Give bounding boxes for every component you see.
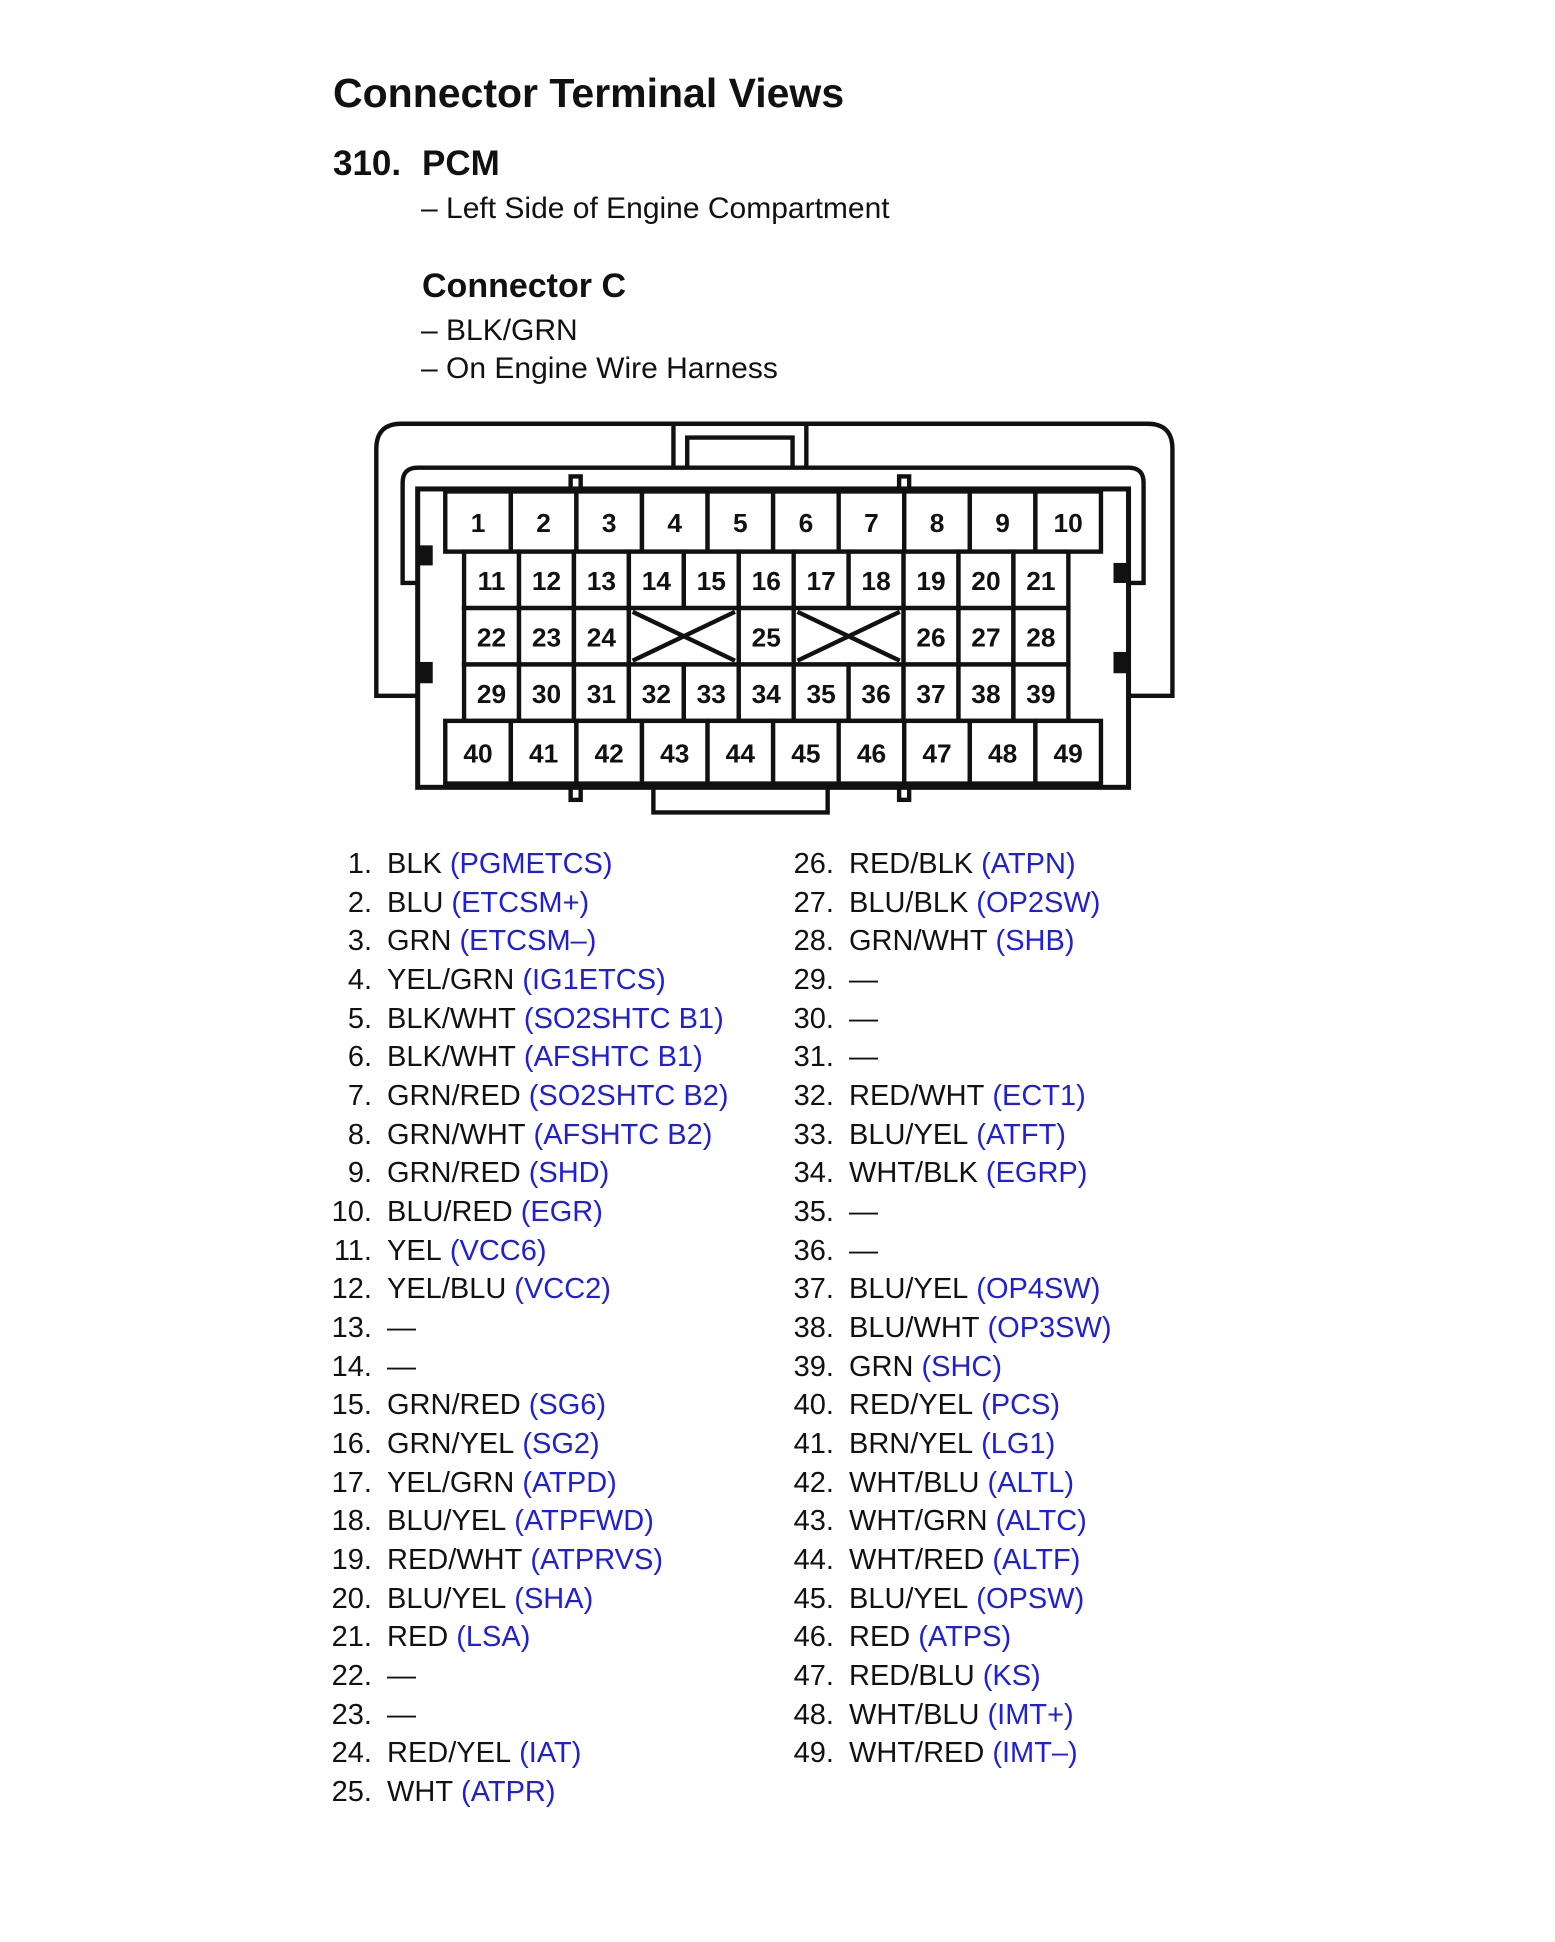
signal-name: (ATFT) — [976, 1118, 1066, 1151]
terminal-list-number: 26. — [793, 848, 834, 880]
terminal-list-number: 13. — [331, 1312, 372, 1345]
terminal-list-item — [292, 1193, 603, 1231]
terminal-list-item — [754, 1425, 1055, 1463]
wire-color: — — [849, 964, 878, 996]
terminal-number: 23 — [531, 622, 562, 653]
wire-color: WHT/BLU — [849, 1698, 980, 1731]
signal-name: (ALTF) — [992, 1544, 1081, 1577]
terminal-number: 17 — [806, 566, 836, 597]
wire-color: GRN — [849, 1350, 914, 1383]
terminal-list-item — [292, 1464, 617, 1502]
guide-tab — [899, 476, 909, 490]
terminal-list-number: 5. — [347, 1002, 372, 1035]
signal-name: (LG1) — [981, 1428, 1056, 1461]
terminal-number: 32 — [641, 678, 671, 709]
component-location: – Left Side of Engine Compartment — [421, 192, 890, 225]
terminal-list-number: 43. — [793, 1505, 834, 1538]
terminal-number: 47 — [922, 738, 952, 769]
signal-name: (AFSHTC B2) — [533, 1118, 713, 1151]
terminal-number: 39 — [1026, 678, 1056, 709]
terminal-number: 14 — [641, 566, 671, 597]
terminal-list-number: 41. — [793, 1428, 834, 1461]
wire-color: BLK/WHT — [387, 1002, 516, 1035]
terminal-number: 31 — [586, 678, 617, 709]
terminal-list-item — [292, 1734, 581, 1772]
terminal-list-item — [292, 1116, 712, 1154]
terminal-list-number: 30. — [793, 1002, 834, 1035]
terminal-number: 43 — [660, 738, 690, 769]
terminal-list-number: 35. — [793, 1196, 834, 1229]
signal-name: (OP3SW) — [987, 1312, 1112, 1345]
terminal-list-item — [292, 1773, 556, 1811]
terminal-number: 4 — [667, 507, 683, 538]
signal-name: (ATPS) — [918, 1621, 1012, 1654]
wire-color: GRN/RED — [387, 1157, 521, 1190]
terminal-number: 40 — [463, 738, 493, 769]
terminal-list-item — [754, 1270, 1100, 1308]
wire-color: RED/YEL — [387, 1737, 512, 1770]
terminal-number: 44 — [725, 738, 755, 769]
terminal-list-item — [292, 1038, 703, 1076]
wire-color: RED/WHT — [849, 1080, 985, 1113]
terminal-list-item — [292, 1348, 416, 1386]
terminal-list-number: 10. — [331, 1196, 372, 1229]
signal-name: (OP4SW) — [976, 1273, 1101, 1306]
terminal-list-number: 37. — [793, 1273, 834, 1306]
section-number: 310. — [333, 144, 402, 183]
terminal-list-item — [754, 922, 1074, 960]
terminal-list-number: 44. — [793, 1544, 834, 1577]
terminal-list-item — [292, 1309, 416, 1347]
wire-color: YEL — [387, 1234, 442, 1267]
latch — [1113, 652, 1128, 673]
signal-name: (SO2SHTC B2) — [528, 1080, 729, 1113]
wire-color: WHT — [387, 1776, 454, 1809]
terminal-number: 2 — [536, 507, 551, 538]
wire-color: RED/WHT — [387, 1544, 523, 1577]
terminal-list-item — [754, 1038, 878, 1076]
terminal-list-number: 16. — [331, 1428, 372, 1461]
terminal-list-number: 23. — [331, 1698, 372, 1731]
terminal-list-number: 46. — [793, 1621, 834, 1654]
wire-color: — — [849, 1002, 878, 1035]
terminal-list-item — [754, 1541, 1080, 1579]
wire-color: BLU/YEL — [849, 1118, 969, 1151]
terminal-number: 36 — [861, 678, 891, 709]
signal-name: (EGR) — [520, 1196, 603, 1229]
signal-name: (VCC2) — [514, 1273, 611, 1306]
terminal-list-item — [754, 1348, 1002, 1386]
wire-color: BLU/YEL — [849, 1582, 969, 1615]
signal-name: (SG6) — [528, 1389, 607, 1422]
signal-name: (ECT1) — [992, 1080, 1086, 1113]
terminal-list-item — [754, 1502, 1087, 1540]
terminal-number: 28 — [1026, 622, 1056, 653]
signal-name: (SHA) — [514, 1582, 594, 1615]
wire-color: BLK — [387, 848, 442, 880]
terminal-list-item — [292, 1541, 663, 1579]
terminal-list-number: 48. — [793, 1698, 834, 1731]
signal-name: (ATPFWD) — [514, 1505, 654, 1538]
terminal-list-number: 17. — [331, 1466, 372, 1499]
terminal-list-item — [754, 1734, 1078, 1772]
signal-name: (SG2) — [522, 1428, 600, 1461]
terminal-number: 16 — [751, 566, 781, 597]
signal-name: (ATPN) — [981, 848, 1076, 880]
terminal-list-number: 45. — [793, 1582, 834, 1615]
wire-color: BLU — [387, 886, 444, 919]
terminal-list-number: 47. — [793, 1660, 834, 1693]
wire-color: YEL/GRN — [387, 964, 515, 996]
signal-name: (OPSW) — [976, 1582, 1085, 1615]
wire-color: BLU/YEL — [849, 1273, 969, 1306]
terminal-list-number: 32. — [793, 1080, 834, 1113]
wire-color: RED — [387, 1621, 449, 1654]
terminal-number: 10 — [1053, 507, 1083, 538]
terminal-list-item — [292, 1580, 593, 1618]
terminal-list-number: 14. — [331, 1350, 372, 1383]
terminal-number: 29 — [476, 678, 507, 709]
signal-name: (IAT) — [519, 1737, 582, 1770]
terminal-number: 27 — [971, 622, 1001, 653]
terminal-list-item — [754, 1696, 1074, 1734]
terminal-number: 45 — [791, 738, 821, 769]
terminal-list-item — [754, 845, 1076, 883]
terminal-list-item — [754, 1116, 1066, 1154]
terminal-list-number: 7. — [347, 1080, 372, 1113]
terminal-list-item — [292, 1232, 547, 1270]
terminal-number: 6 — [798, 507, 814, 538]
terminal-number: 1 — [470, 507, 486, 538]
wire-color: BRN/YEL — [849, 1428, 974, 1461]
signal-name: (AFSHTC B1) — [523, 1041, 703, 1074]
terminal-number: 42 — [594, 738, 624, 769]
terminal-list-item — [292, 1000, 724, 1038]
terminal-number: 21 — [1026, 566, 1056, 597]
section-name: PCM — [422, 144, 500, 183]
signal-name: (EGRP) — [985, 1157, 1088, 1190]
signal-name: (ETCSM+) — [451, 886, 590, 919]
terminal-number: 15 — [696, 566, 726, 597]
signal-name: (ATPD) — [522, 1466, 617, 1499]
terminal-list-number: 6. — [347, 1041, 372, 1074]
terminal-list-item — [292, 1077, 729, 1115]
terminal-list-item — [292, 1154, 609, 1192]
terminal-number: 38 — [971, 678, 1001, 709]
terminal-list-number: 15. — [331, 1389, 372, 1422]
terminal-number: 12 — [531, 566, 562, 597]
terminal-cavities — [445, 491, 1101, 783]
wire-color: BLK/WHT — [387, 1041, 516, 1074]
wire-color: GRN/RED — [387, 1080, 521, 1113]
signal-name: (ATPR) — [461, 1776, 556, 1809]
wire-color: — — [387, 1660, 416, 1693]
signal-name: (LSA) — [456, 1621, 531, 1654]
terminal-list-number: 40. — [793, 1389, 834, 1422]
terminal-number: 8 — [929, 507, 945, 538]
terminal-number: 19 — [916, 566, 946, 597]
latch — [418, 545, 433, 565]
terminal-list-number: 24. — [331, 1737, 372, 1770]
terminal-number: 11 — [477, 566, 506, 597]
terminal-list-number: 27. — [793, 886, 834, 919]
signal-name: (SO2SHTC B1) — [523, 1002, 724, 1035]
wire-color: GRN/YEL — [387, 1428, 515, 1461]
terminal-list-number: 1. — [347, 848, 372, 880]
terminal-list-item — [754, 1386, 1060, 1424]
wire-color: — — [387, 1350, 416, 1383]
terminal-list-item — [754, 1657, 1041, 1695]
terminal-number: 33 — [696, 678, 726, 709]
latch — [1113, 563, 1128, 583]
wire-color: RED/YEL — [849, 1389, 974, 1422]
terminal-list-number: 36. — [793, 1234, 834, 1267]
wire-color: YEL/GRN — [387, 1466, 515, 1499]
wire-color: WHT/BLK — [849, 1157, 978, 1190]
wire-color: BLU/WHT — [849, 1312, 980, 1345]
connector-name: Connector C — [422, 267, 626, 305]
page-title: Connector Terminal Views — [333, 70, 845, 116]
terminal-list-item — [754, 1232, 878, 1270]
terminal-list-item — [754, 1077, 1086, 1115]
terminal-number: 49 — [1053, 738, 1083, 769]
wire-color: RED/BLK — [849, 848, 974, 880]
wire-color: — — [849, 1234, 878, 1267]
terminal-number: 20 — [971, 566, 1001, 597]
terminal-number: 5 — [733, 507, 748, 538]
wire-color: GRN/WHT — [387, 1118, 526, 1151]
terminal-list-number: 21. — [331, 1621, 372, 1654]
wire-color: BLU/RED — [387, 1196, 513, 1229]
signal-name: (IMT–) — [992, 1737, 1078, 1770]
terminal-number: 41 — [528, 738, 559, 769]
terminal-list-item — [292, 1657, 416, 1695]
wire-color: — — [387, 1312, 416, 1345]
terminal-list-item — [754, 1193, 878, 1231]
terminal-list-number: 19. — [331, 1544, 372, 1577]
connector-color: – BLK/GRN — [421, 314, 578, 347]
terminal-list-item — [292, 1696, 416, 1734]
terminal-list-number: 22. — [331, 1660, 372, 1693]
signal-name: (IG1ETCS) — [522, 964, 666, 996]
wire-color: WHT/GRN — [849, 1505, 988, 1538]
signal-name: (SHD) — [528, 1157, 610, 1190]
terminal-list-item — [754, 961, 878, 999]
terminal-list-item — [292, 1502, 654, 1540]
signal-name: (ETCSM–) — [459, 925, 597, 958]
terminal-list-item — [292, 1425, 600, 1463]
wire-color: RED/BLU — [849, 1660, 975, 1693]
terminal-number: 3 — [601, 507, 617, 538]
signal-name: (ALTL) — [987, 1466, 1074, 1499]
wire-color: BLU/YEL — [387, 1505, 507, 1538]
signal-name: (PGMETCS) — [449, 848, 613, 880]
wire-color: GRN — [387, 925, 452, 958]
terminal-list-number: 3. — [347, 925, 372, 958]
guide-tab — [571, 787, 581, 800]
terminal-list-item — [754, 1154, 1087, 1192]
wire-color: — — [849, 1041, 878, 1074]
terminal-list-number: 34. — [793, 1157, 834, 1190]
terminal-list-number: 42. — [793, 1466, 834, 1499]
wire-color: BLU/BLK — [849, 886, 969, 919]
terminal-list-item — [754, 884, 1100, 922]
latch — [418, 662, 433, 683]
terminal-list-item — [754, 1580, 1084, 1618]
terminal-number: 30 — [531, 678, 562, 709]
terminal-list-number: 11. — [333, 1234, 372, 1267]
terminal-list-item — [754, 1000, 878, 1038]
wire-color: WHT/RED — [849, 1737, 985, 1770]
signal-name: (ATPRVS) — [530, 1544, 663, 1577]
terminal-number: 34 — [751, 678, 781, 709]
terminal-list-number: 18. — [331, 1505, 372, 1538]
connector-harness: – On Engine Wire Harness — [421, 352, 778, 385]
terminal-list-item — [754, 1618, 1011, 1656]
terminal-number: 7 — [864, 507, 879, 538]
terminal-list-number: 28. — [793, 925, 834, 958]
wire-color: RED — [849, 1621, 911, 1654]
terminal-number: 22 — [476, 622, 507, 653]
terminal-list-number: 12. — [331, 1273, 372, 1306]
signal-name: (IMT+) — [987, 1698, 1074, 1731]
terminal-list-number: 4. — [347, 964, 372, 996]
signal-name: (OP2SW) — [976, 886, 1101, 919]
terminal-list-item — [754, 1309, 1112, 1347]
wire-color: GRN/WHT — [849, 925, 988, 958]
terminal-number: 37 — [916, 678, 946, 709]
top-lock-tab — [673, 424, 806, 468]
signal-name: (SHC) — [921, 1350, 1002, 1383]
terminal-list-number: 20. — [331, 1582, 372, 1615]
terminal-list-number: 29. — [793, 964, 834, 996]
wire-color: — — [387, 1698, 416, 1731]
terminal-list-item — [292, 922, 596, 960]
terminal-list-number: 39. — [793, 1350, 834, 1383]
terminal-number: 46 — [856, 738, 887, 769]
wire-color: WHT/BLU — [849, 1466, 980, 1499]
wire-color: WHT/RED — [849, 1544, 985, 1577]
terminal-number: 13 — [586, 566, 617, 597]
terminal-list-number: 8. — [347, 1118, 372, 1151]
guide-tab — [571, 476, 581, 490]
terminal-list-item — [292, 1270, 611, 1308]
terminal-list-number: 49. — [793, 1737, 834, 1770]
terminal-number: 25 — [751, 622, 781, 653]
terminal-list-item — [754, 1464, 1074, 1502]
signal-name: (KS) — [982, 1660, 1041, 1693]
terminal-list-item — [292, 961, 666, 999]
wire-color: YEL/BLU — [387, 1273, 507, 1306]
signal-name: (PCS) — [981, 1389, 1061, 1422]
guide-tab — [899, 787, 909, 800]
terminal-list-item — [292, 1386, 606, 1424]
terminal-list-number: 2. — [347, 886, 372, 919]
terminal-list-number: 25. — [331, 1776, 372, 1809]
signal-name: (ALTC) — [995, 1505, 1087, 1538]
terminal-number: 9 — [995, 507, 1010, 538]
terminal-list-item — [292, 845, 613, 883]
wire-color: — — [849, 1196, 878, 1229]
wire-color: BLU/YEL — [387, 1582, 507, 1615]
terminal-list-item — [292, 1618, 530, 1656]
wire-color: GRN/RED — [387, 1389, 521, 1422]
bottom-tab — [653, 787, 827, 812]
terminal-list-number: 38. — [793, 1312, 834, 1345]
terminal-list-item — [292, 884, 589, 922]
signal-name: (VCC6) — [449, 1234, 547, 1267]
signal-name: (SHB) — [995, 925, 1075, 958]
terminal-number: 35 — [806, 678, 836, 709]
terminal-number: 48 — [987, 738, 1018, 769]
terminal-number: 18 — [861, 566, 891, 597]
terminal-list-number: 31. — [793, 1041, 834, 1074]
terminal-number: 24 — [586, 622, 617, 653]
terminal-number: 26 — [916, 622, 946, 653]
terminal-list-number: 33. — [793, 1118, 834, 1151]
terminal-list-number: 9. — [347, 1157, 372, 1190]
